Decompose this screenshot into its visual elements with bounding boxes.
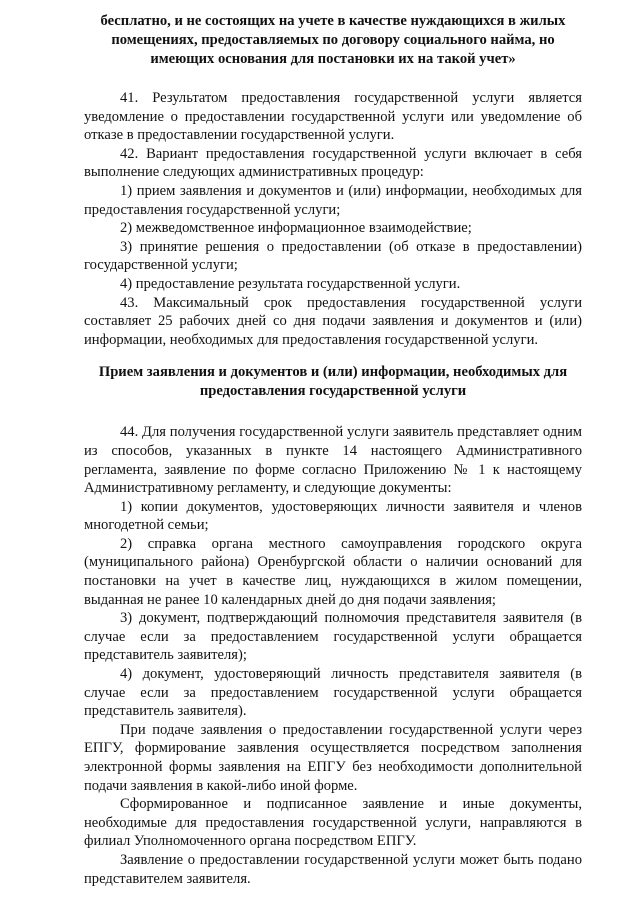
document-page — [84, 12, 582, 888]
list-item: 2) справка органа местного самоуправления городского округа (муниципального района) Оренбургской области о наличии оснований для постановки на учет в качестве лиц, нуждающихся в жилом помещении, выданная не ранее 10 календарных дней до дня подачи заявления; — [84, 535, 582, 608]
section-heading-application: Прием заявления и документов и (или) информации, необходимых для предоставления государственной услуги — [98, 364, 568, 400]
list-item: 4) документ, удостоверяющий личность представителя заявителя (в случае если за предоставлением государственной услуги обращается представитель заявителя). — [84, 666, 582, 720]
paragraph-epgu-sending: Сформированное и подписанное заявление и иные документы, необходимые для предоставления государственной услуги, направляются в филиал Уполномоченного органа посредством ЕПГУ. — [84, 796, 582, 850]
paragraph-44: 44. Для получения государственной услуги заявитель представляет одним из способов, указанных в пункте 14 настоящего Административного регламента, заявление по форме согласно Приложению № 1 к настоящему Административному регламенту, и следующие документы: — [84, 424, 582, 497]
list-item: 3) документ, подтверждающий полномочия представителя заявителя (в случае если за предоставлением государственной услуги обращается представитель заявителя); — [84, 610, 582, 664]
list-item: 4) предоставление результата государственной услуги. — [120, 275, 461, 292]
list-item: 3) принятие решения о предоставлении (об отказе в предоставлении) государственной услуги; — [84, 238, 582, 274]
list-item: 1) копии документов, удостоверяющих личности заявителя и членов многодетной семьи; — [84, 498, 582, 534]
section-application — [84, 423, 582, 888]
section-heading-continued: бесплатно, и не состоящих на учете в качестве нуждающихся в жилых помещениях, предоставляемых по договору социального найма, но имеющих основания для постановки их на такой учет» — [100, 13, 566, 67]
paragraph-epgu-submission: При подаче заявления о предоставлении государственной услуги через ЕПГУ, формирование заявления осуществляется посредством заполнения электронной формы заявления на ЕПГУ без необходимости дополнительной подачи заявления в какой-либо иной форме. — [84, 721, 582, 794]
list-item: 2) межведомственное информационное взаимодействие; — [120, 220, 472, 237]
paragraph-42: 42. Вариант предоставления государственной услуги включает в себя выполнение следующих административных процедур: — [84, 145, 582, 181]
paragraph-43: 43. Максимальный срок предоставления государственной услуги составляет 25 рабочих дней со дня подачи заявления и документов и (или) информации, необходимых для предоставления государственной услуги. — [84, 294, 582, 348]
list-item: 1) прием заявления и документов и (или) информации, необходимых для предоставления государственной услуги; — [84, 182, 582, 218]
paragraph-representative: Заявление о предоставлении государственной услуги может быть подано представителем заявителя. — [84, 851, 582, 887]
section-results — [84, 89, 582, 349]
paragraph-41: 41. Результатом предоставления государственной услуги является уведомление о предоставлении государственной услуги или уведомление об отказе в предоставлении государственной услуги. — [84, 90, 582, 144]
